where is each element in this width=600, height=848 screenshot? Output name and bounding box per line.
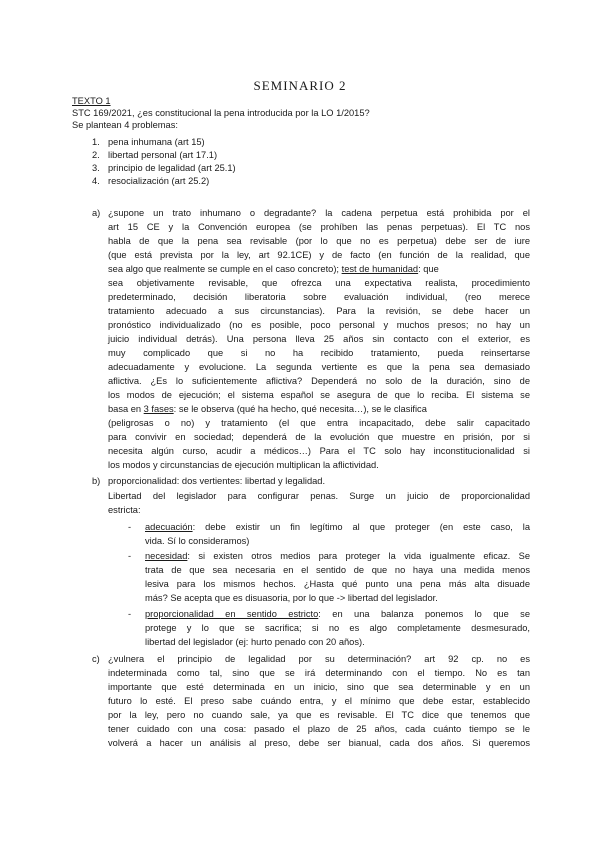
paragraph-line: predeterminado, decisión liberatoria sobre evaluación individual, (reo merece [108,292,530,302]
text-run: sea algo que realmente se cumple en el caso concreto); [108,264,340,274]
text-run: : en una balanza ponemos lo que se [318,609,530,619]
bullet-line: lesiva para los mismos hechos. ¿Hasta qué punto una pena más alta disuade [145,579,530,589]
paragraph-line: Libertad del legislador para configurar penas. Surge un juicio de proporcionalidad [108,491,530,501]
paragraph-line: estricta: [108,505,141,515]
bullet-dash: - [128,551,132,561]
bullet-line: trata de que sea necesaria en el sentido de que no haya una medida menos [145,565,530,575]
underlined-term: test de humanidad [341,264,419,274]
bullet-line [145,608,530,620]
paragraph-line: indeterminada como tal, sino que se irá determinando con el tiempo. No es tan [108,668,530,678]
paragraph-line: futuro lo esté. El preso sabe cuándo entra, y el mínimo que debe estar, establecido [108,696,530,706]
bullet-line [145,550,530,562]
bullet-line: más? Se acepta que es disuasoria, por lo que -> libertad del legislador. [145,593,438,603]
paragraph-line: art 15 CE y la Convención europea (se prohíben las penas perpetuas). El TC nos [108,222,530,232]
paragraph-line: ¿vulnera el principio de legalidad por su determinación? art 92 cp. no es [108,654,530,664]
list-marker-b: b) [92,476,101,486]
bullet-line: protege y lo que se sacrifica; si no es algo completamente desmesurado, [145,623,530,633]
paragraph-line: adecuadamente y evolucione. La segunda vertiente es que la pena sea demasiado [108,362,530,372]
paragraph-line: habla de que la pena sea revisable (por lo que no es perpetua) debe ser de iure [108,236,530,246]
underlined-term: necesidad [145,551,188,561]
section-heading: TEXTO 1 [72,96,111,106]
bullet-line [145,521,530,533]
paragraph-line: tratamiento adecuado a sus circunstancias). Para la revisión, se debe hacer un [108,306,530,316]
paragraph-line: (que está prevista por la ley, art 92.1CE) y de facto (en función de la realidad, que [108,250,530,260]
paragraph-line: volverá a hacer un análisis al preso, debe ser bianual, cada dos años. Si queremos [108,738,530,748]
underlined-term: adecuación [145,522,193,532]
paragraph-line: por la ley, pero no cuando sale, ya que es revisable. El TC dice que tenemos que [108,710,530,720]
paragraph-line: pronóstico individualizado (no es posible, poco personal y muchos presos; no hay un [108,320,530,330]
text-run: : que [418,264,439,274]
intro-problems: Se plantean 4 problemas: [72,120,178,130]
paragraph-line: (peligrosas o no) y tratamiento (el que entra incapacitado, debe salir capacitado [108,418,530,428]
paragraph-line: proporcionalidad: dos vertientes: libertad y legalidad. [108,476,326,486]
problem-number: 2. [92,150,100,160]
underlined-term: proporcionalidad en sentido estricto [145,609,319,619]
problem-number: 3. [92,163,100,173]
list-marker-a: a) [92,208,101,218]
paragraph-line: juicio individual detrás). Una persona lleva 25 años sin contacto con el exterior, es [108,334,530,344]
bullet-dash: - [128,522,132,532]
list-marker-c: c) [92,654,100,664]
bullet-line: vida. Sí lo consideramos) [145,536,250,546]
paragraph-line: aflictiva. ¿Es lo suficientemente aflictiva? Dependerá no solo de la duración, sino de [108,376,530,386]
bullet-dash: - [128,609,132,619]
text-run: basa en [108,404,144,414]
problem-number: 4. [92,176,100,186]
problem-item: principio de legalidad (art 25.1) [108,163,236,173]
intro-question: STC 169/2021, ¿es constitucional la pena introducida por la LO 1/2015? [72,108,370,118]
paragraph-line: ¿supone un trato inhumano o degradante? la cadena perpetua está prohibida por el [108,208,530,218]
problem-item: pena inhumana (art 15) [108,137,205,147]
underlined-term: 3 fases [143,404,174,414]
text-run: : se le observa (qué ha hecho, qué necesita…), se le clasifica [173,404,427,414]
paragraph-line: tener cuidado con una cosa: pasado el plazo de 25 años, cada cuánto tiempo se le [108,724,530,734]
paragraph-line: importante que esté determinada en un inicio, sino que sea determinable y en un [108,682,530,692]
page-title: SEMINARIO 2 [253,78,347,93]
paragraph-line: los modos y circunstancias de ejecución multiplican la aflictividad. [108,460,379,470]
paragraph-line: para convivir en sociedad; dependerá de la evolución que muestre en prisión, por si [108,432,530,442]
text-run: : si existen otros medios para proteger la vida igualmente eficaz. Se [187,551,530,561]
problem-number: 1. [92,137,100,147]
paragraph-line: necesita algún curso, acudir a médicos…) Para el TC solo hay inconstitucionalidad si [108,446,530,456]
problem-item: resocialización (art 25.2) [108,176,210,186]
paragraph-line: sea objetivamente revisable, que ofrezca una expectativa realista, procedimiento [108,278,530,288]
paragraph-line: muy complicado que si no ha recibido tratamiento, pueda reinsertarse [108,348,530,358]
text-run: : debe existir un fin legítimo al que proteger (en este caso, la [192,522,530,532]
problem-item: libertad personal (art 17.1) [108,150,218,160]
paragraph-line [108,403,427,415]
paragraph-line [108,263,439,275]
bullet-line: libertad del legislador (ej: hurto penado con 20 años). [145,637,365,647]
paragraph-line: los modos de ejecución; el sistema español se asegura de que lo reciba. El sistema se [108,390,530,400]
